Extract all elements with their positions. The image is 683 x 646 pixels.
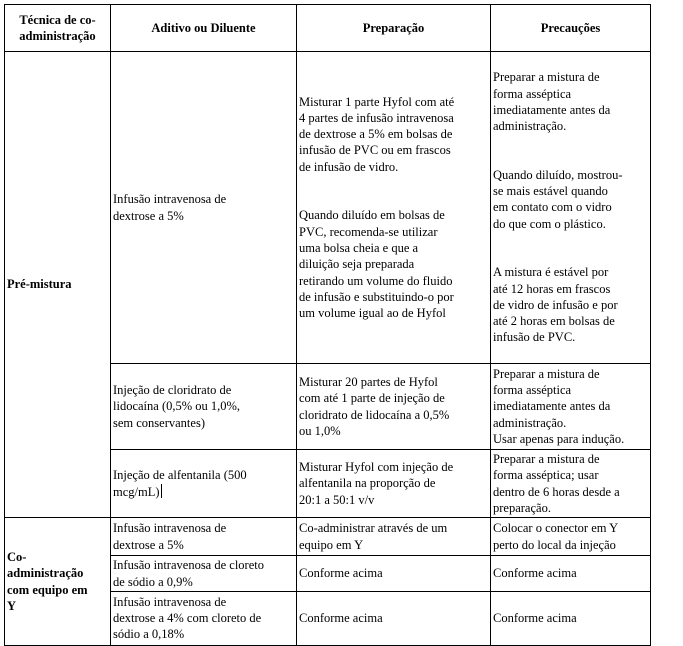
text-cursor bbox=[161, 484, 162, 498]
precautions-cell: Preparar a mistura de forma asséptica; usar dentro de 6 horas desde a preparação. bbox=[491, 450, 651, 518]
additive-cell: Infusão intravenosa de dextrose a 4% com cloreto de sódio a 0,18% bbox=[111, 591, 297, 645]
additive-cell: Infusão intravenosa de cloreto de sódio a 0,9% bbox=[111, 556, 297, 592]
co-administration-table bbox=[4, 4, 651, 646]
header-precautions: Precauções bbox=[491, 5, 651, 52]
table-row bbox=[5, 52, 651, 364]
preparation-cell: Misturar 20 partes de Hyfol com até 1 parte de injeção de cloridrato de lidocaína a 0,5% ou 1,0% bbox=[297, 364, 491, 450]
header-additive: Aditivo ou Diluente bbox=[111, 5, 297, 52]
header-row bbox=[5, 5, 651, 52]
additive-cell: Injeção de alfentanila (500 mcg/mL) bbox=[111, 450, 297, 518]
precautions-cell: Preparar a mistura de forma asséptica imediatamente antes da administração. Quando diluído, mostrou- se mais estável quando em contato com o vidro do que com o plástico. A mistura é estável por até 12 horas em frascos de vidro de infusão e por até 2 horas em bolsas de infusão de PVC. bbox=[491, 52, 651, 364]
group-pre-mix: Pré-mistura bbox=[5, 52, 111, 518]
precautions-cell: Colocar o conector em Y perto do local da injeção bbox=[491, 518, 651, 556]
preparation-cell: Misturar 1 parte Hyfol com até 4 partes de infusão intravenosa de dextrose a 5% em bolsas de infusão de PVC ou em frascos de infusão de vidro. Quando diluído em bolsas de PVC, recomenda-se utilizar uma bolsa cheia e que a diluição seja preparada retirando um volume do fluido de infusão e substituindo-o por um volume igual ao de Hyfol bbox=[297, 52, 491, 364]
table-row bbox=[5, 518, 651, 556]
precautions-cell: Preparar a mistura de forma asséptica imediatamente antes da administração. Usar apenas para indução. bbox=[491, 364, 651, 450]
additive-cell: Infusão intravenosa de dextrose a 5% bbox=[111, 518, 297, 556]
header-preparation: Preparação bbox=[297, 5, 491, 52]
precautions-cell: Conforme acima bbox=[491, 556, 651, 592]
precautions-cell: Conforme acima bbox=[491, 591, 651, 645]
preparation-cell: Misturar Hyfol com injeção de alfentanila na proporção de 20:1 a 50:1 v/v bbox=[297, 450, 491, 518]
additive-cell: Infusão intravenosa de dextrose a 5% bbox=[111, 52, 297, 364]
group-co-administration: Co- administração com equipo em Y bbox=[5, 518, 111, 646]
header-technique: Técnica de co- administração bbox=[5, 5, 111, 52]
additive-cell: Injeção de cloridrato de lidocaína (0,5% ou 1,0%, sem conservantes) bbox=[111, 364, 297, 450]
preparation-cell: Co-administrar através de um equipo em Y bbox=[297, 518, 491, 556]
preparation-cell: Conforme acima bbox=[297, 556, 491, 592]
preparation-cell: Conforme acima bbox=[297, 591, 491, 645]
